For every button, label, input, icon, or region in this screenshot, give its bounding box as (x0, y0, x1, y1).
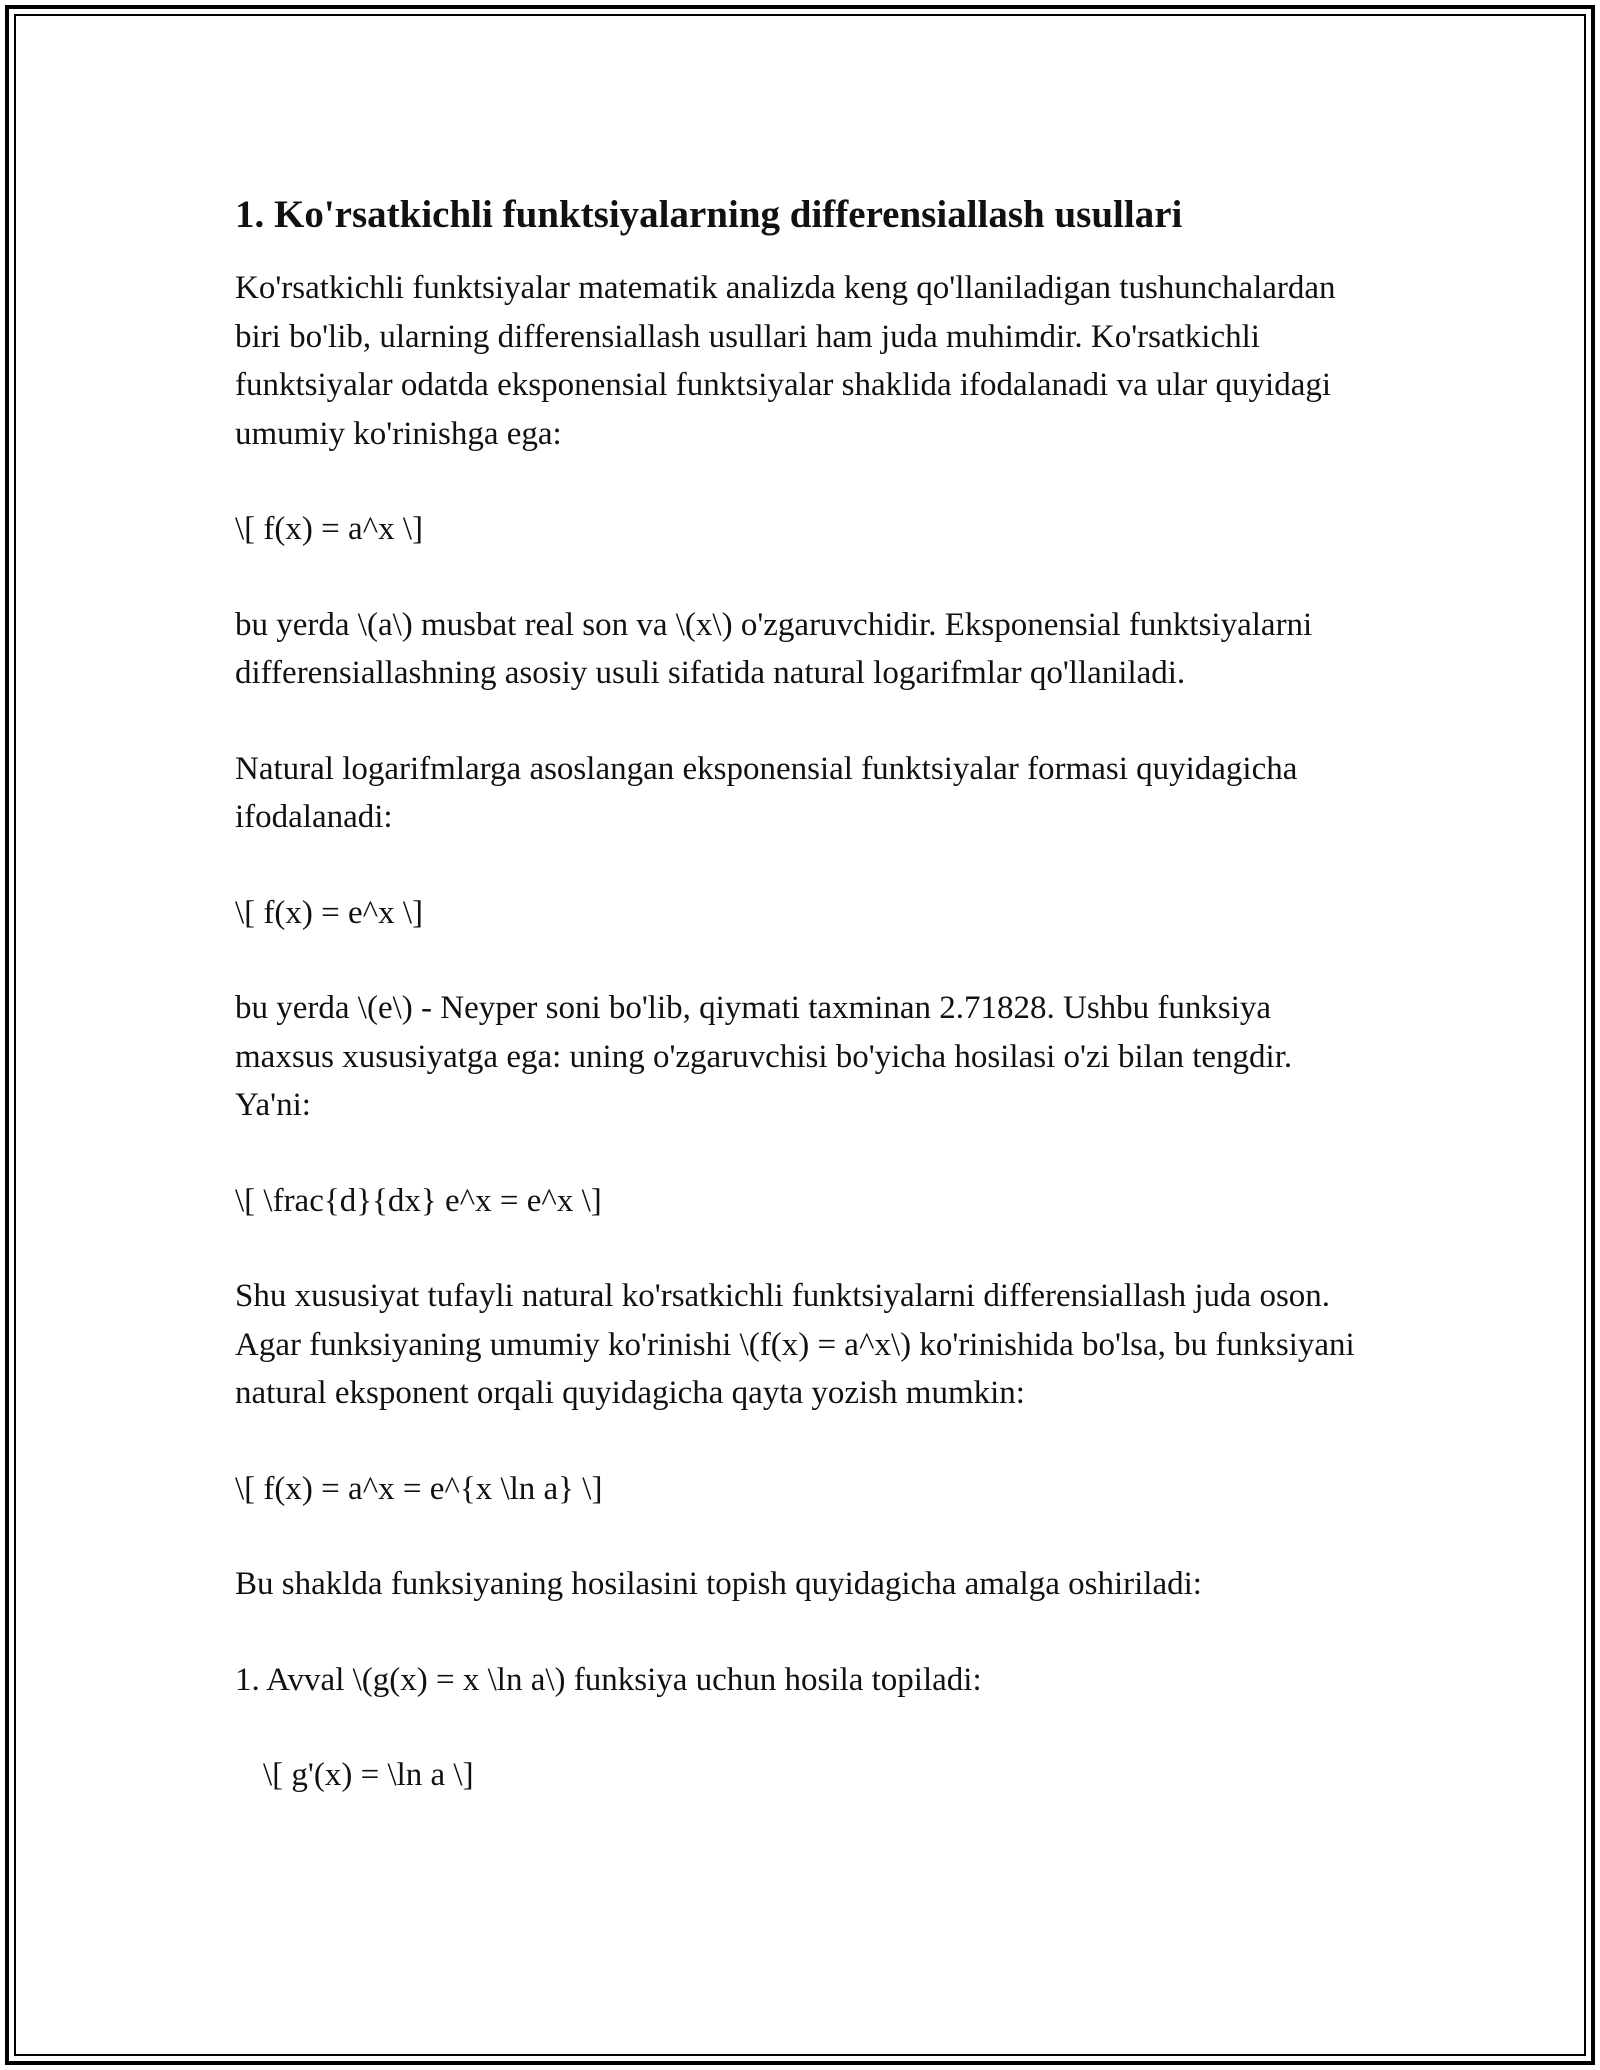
list-item-step-1: 1. Avval \(g(x) = x \ln a\) funksiya uchun hosila topiladi: (235, 1661, 982, 1698)
formula-derivative-e-x: \[ \frac{d}{dx} e^x = e^x \] (235, 1182, 602, 1219)
document-body (235, 190, 1375, 1800)
formula-rewrite: \[ f(x) = a^x = e^{x \ln a} \] (235, 1470, 603, 1507)
paragraph-procedure: Bu shaklda funksiyaning hosilasini topish quyidagicha amalga oshiriladi: (235, 1566, 1202, 1602)
paragraph-neper-number: bu yerda \(e\) - Neyper soni bo'lib, qiymati taxminan 2.71828. Ushbu funksiya maxsus xususiyatga ega: uning o'zgaruvchisi bo'yicha hosilasi o'zi bilan tengdir. Ya'ni: (235, 990, 1293, 1123)
paragraph-natural-log: Natural logarifmlarga asoslangan eksponensial funktsiyalar formasi quyidagicha ifodalanadi: (235, 750, 1298, 835)
formula-e-power-x: \[ f(x) = e^x \] (235, 894, 424, 931)
paragraph-definition: bu yerda \(a\) musbat real son va \(x\) o'zgaruvchidir. Eksponensial funktsiyalarni differensiallashning asosiy usuli sifatida natural logarifmlar qo'llaniladi. (235, 606, 1313, 691)
section-heading: 1. Ko'rsatkichli funktsiyalarning differensiallash usullari (235, 193, 1183, 236)
formula-g-prime: \[ g'(x) = \ln a \] (263, 1757, 474, 1793)
formula-a-power-x: \[ f(x) = a^x \] (235, 511, 424, 547)
paragraph-rewrite: Shu xususiyat tufayli natural ko'rsatkichli funktsiyalarni differensiallash juda oson. Agar funksiyaning umumiy ko'rinishi \(f(x) = a^x\) ko'rinishida bo'lsa, bu funksiyani natural eksponent orqali quyidagicha qayta yozish mumkin: (235, 1278, 1355, 1411)
paragraph-intro: Ko'rsatkichli funktsiyalar matematik analizda keng qo'llaniladigan tushunchalardan biri bo'lib, ularning differensiallash usullari ham juda muhimdir. Ko'rsatkichli funktsiyalar odatda eksponensial funktsiyalar shaklida ifodalanadi va ular quyidagi umumiy ko'rinishga ega: (235, 270, 1336, 452)
